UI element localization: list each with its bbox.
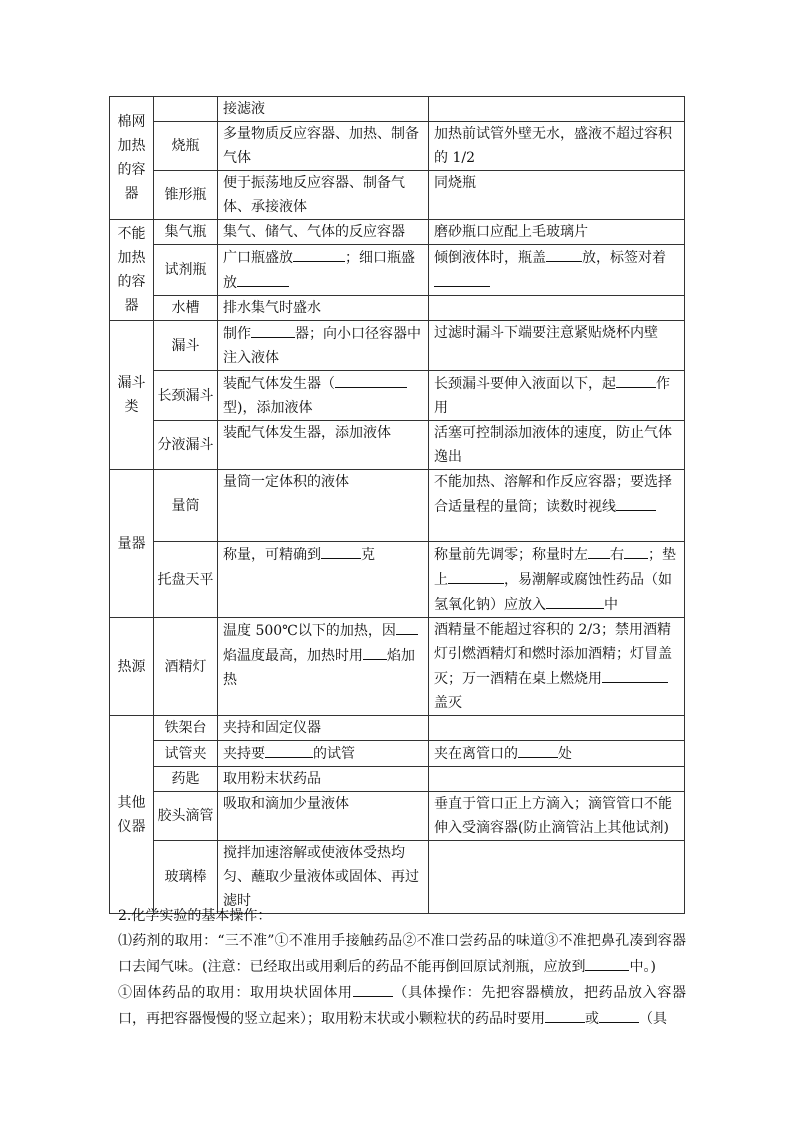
note-cell: 加热前试管外壁无水，盛液不超过容积的 1/2: [429, 122, 685, 171]
category-cell: 棉网加热的容器: [110, 97, 154, 220]
instrument-cell: 试管夹: [154, 741, 218, 767]
use-cell: 多量物质反应容器、加热、制备气体: [218, 122, 429, 171]
category-cell: 漏斗类: [110, 321, 154, 470]
use-cell: 制作 器；向小口径容器中注入液体: [218, 321, 429, 371]
category-cell: 热源: [110, 618, 154, 716]
use-cell: 接滤液: [218, 97, 429, 122]
instrument-cell: 铁架台: [154, 716, 218, 741]
table-row: [110, 716, 685, 741]
table-row: [110, 542, 685, 618]
category-cell: 其他仪器: [110, 716, 154, 914]
table-row: [110, 741, 685, 767]
paragraph-solid-drugs: ①固体药品的取用：取用块状固体用 （具体操作：先把容器横放，把药品放入容器口，再把容器慢慢的竖立起来）；取用粉末状或小颗粒状的药品时要用 或 （具: [118, 980, 686, 1032]
instrument-cell: 胶头滴管: [154, 792, 218, 841]
basic-operations-section: [118, 904, 686, 1032]
note-cell: 磨砂瓶口应配上毛玻璃片: [429, 220, 685, 245]
instrument-cell: 烧瓶: [154, 122, 218, 171]
table-row: [110, 296, 685, 321]
table-row: [110, 245, 685, 296]
use-cell: 称量，可精确到 克: [218, 542, 429, 618]
note-cell: 活塞可控制添加液体的速度，防止气体逸出: [429, 421, 685, 470]
note-cell: 夹在离管口的 处: [429, 741, 685, 767]
instrument-cell: 集气瓶: [154, 220, 218, 245]
section-heading: 2.化学实验的基本操作：: [118, 908, 272, 924]
use-cell: 排水集气时盛水: [218, 296, 429, 321]
table-row: [110, 767, 685, 792]
instrument-cell: 药匙: [154, 767, 218, 792]
note-cell: 不能加热、溶解和作反应容器；要选择合适量程的量筒；读数时视线: [429, 470, 685, 542]
table-row: [110, 792, 685, 841]
instrument-cell: 玻璃棒: [154, 841, 218, 914]
note-cell: [429, 841, 685, 914]
table-row: [110, 421, 685, 470]
note-cell: 垂直于管口正上方滴入；滴管管口不能伸入受滴容器(防止滴管沾上其他试剂): [429, 792, 685, 841]
use-cell: 夹持要 的试管: [218, 741, 429, 767]
use-cell: 搅拌加速溶解或使液体受热均匀、蘸取少量液体或固体、再过滤时: [218, 841, 429, 914]
use-cell: 装配气体发生器，添加液体: [218, 421, 429, 470]
use-cell: 便于振荡地反应容器、制备气体、承接液体: [218, 171, 429, 220]
table-row: [110, 321, 685, 371]
note-cell: 同烧瓶: [429, 171, 685, 220]
category-cell: 不能加热的容器: [110, 220, 154, 321]
instrument-cell: 锥形瓶: [154, 171, 218, 220]
instrument-cell: 托盘天平: [154, 542, 218, 618]
instrument-cell: 量筒: [154, 470, 218, 542]
use-cell: 广口瓶盛放 ；细口瓶盛放: [218, 245, 429, 296]
table-row: [110, 122, 685, 171]
table-row: [110, 371, 685, 421]
note-cell: 长颈漏斗要伸入液面以下，起 作用: [429, 371, 685, 421]
use-cell: 吸取和滴加少量液体: [218, 792, 429, 841]
category-cell: 量器: [110, 470, 154, 618]
note-cell: [429, 716, 685, 741]
note-cell: [429, 296, 685, 321]
instrument-cell: 漏斗: [154, 321, 218, 371]
instrument-cell: 酒精灯: [154, 618, 218, 716]
table-row: [110, 841, 685, 914]
table-row: [110, 220, 685, 245]
note-cell: 过滤时漏斗下端要注意紧贴烧杯内壁: [429, 321, 685, 371]
use-cell: 取用粉末状药品: [218, 767, 429, 792]
use-cell: 装配气体发生器（型)，添加液体: [218, 371, 429, 421]
paragraph-drug-taking: ⑴药剂的取用：“三不准”①不准用手接触药品②不准口尝药品的味道③不准把鼻孔凑到容器口去闻气味。(注意：已经取出或用剩后的药品不能再倒回原试剂瓶，应放到 中。): [118, 933, 686, 975]
instrument-cell: 分液漏斗: [154, 421, 218, 470]
note-cell: 酒精量不能超过容积的 2/3；禁用酒精灯引燃酒精灯和燃时添加酒精；灯冒盖灭；万一酒精在桌上燃烧用盖灭: [429, 618, 685, 716]
note-cell: 倾倒液体时，瓶盖 放，标签对着: [429, 245, 685, 296]
table-row: [110, 171, 685, 220]
instrument-cell: 试剂瓶: [154, 245, 218, 296]
lab-instrument-table: [109, 96, 685, 914]
table-row: [110, 618, 685, 716]
use-cell: 温度 500℃以下的加热，因焰温度最高，加热时用 焰加热: [218, 618, 429, 716]
instrument-cell: 长颈漏斗: [154, 371, 218, 421]
use-cell: 集气、储气、气体的反应容器: [218, 220, 429, 245]
table-row: [110, 97, 685, 122]
table-row: [110, 470, 685, 542]
note-cell: [429, 97, 685, 122]
use-cell: 夹持和固定仪器: [218, 716, 429, 741]
instrument-cell: 水槽: [154, 296, 218, 321]
instrument-cell: [154, 97, 218, 122]
note-cell: 称量前先调零；称量时左 右 ；垫上 ，易潮解或腐蚀性药品（如氢氧化钠）应放入 中: [429, 542, 685, 618]
use-cell: 量筒一定体积的液体: [218, 470, 429, 542]
note-cell: [429, 767, 685, 792]
